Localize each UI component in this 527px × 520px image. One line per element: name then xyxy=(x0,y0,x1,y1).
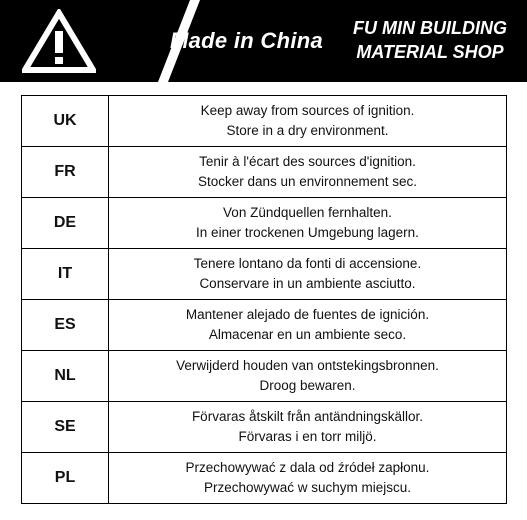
warning-text xyxy=(109,248,507,299)
language-code: UK xyxy=(22,96,109,146)
table-row xyxy=(22,453,506,504)
warning-table xyxy=(21,95,507,504)
language-code: PL xyxy=(22,453,109,504)
shop-name xyxy=(340,16,520,64)
table-row xyxy=(22,350,506,401)
header-banner xyxy=(0,0,527,82)
warning-text xyxy=(109,350,507,401)
warning-line-2: In einer trockenen Umgebung lagern. xyxy=(196,224,419,240)
table-row xyxy=(22,299,506,350)
language-code: DE xyxy=(22,197,109,248)
warning-line-1: Tenir à l'écart des sources d'ignition. xyxy=(199,153,416,169)
language-code: ES xyxy=(22,299,109,350)
warning-line-2: Förvaras i en torr miljö. xyxy=(238,428,377,444)
warning-line-2: Stocker dans un environnement sec. xyxy=(197,173,418,189)
warning-line-1: Förvaras åtskilt från antändningskällor. xyxy=(191,408,424,424)
warning-text xyxy=(109,146,507,197)
warning-triangle-icon xyxy=(22,9,96,73)
shop-name-line2: MATERIAL SHOP xyxy=(356,42,504,62)
warning-table-body xyxy=(22,96,506,503)
warning-line-1: Tenere lontano da fonti di accensione. xyxy=(193,255,422,271)
table-row xyxy=(22,248,506,299)
warning-text xyxy=(109,453,507,504)
warning-text xyxy=(109,197,507,248)
language-code: FR xyxy=(22,146,109,197)
language-code: NL xyxy=(22,350,109,401)
warning-line-1: Von Zündquellen fernhalten. xyxy=(223,204,392,220)
warning-line-2: Droog bewaren. xyxy=(259,377,356,393)
warning-line-2: Przechowywać w suchym miejscu. xyxy=(203,480,412,495)
warning-text xyxy=(109,96,507,146)
warning-line-1: Keep away from sources of ignition. xyxy=(200,102,415,118)
table-row xyxy=(22,146,506,197)
warning-line-2: Conservare in un ambiente asciutto. xyxy=(199,275,416,291)
warning-text xyxy=(109,299,507,350)
warning-line-2: Store in a dry environment. xyxy=(226,122,389,138)
table-row xyxy=(22,401,506,452)
table-row xyxy=(22,197,506,248)
table-row xyxy=(22,96,506,146)
warning-line-1: Mantener alejado de fuentes de ignición. xyxy=(185,306,430,322)
warning-line-2: Almacenar en un ambiente seco. xyxy=(208,326,407,342)
warning-line-1: Verwijderd houden van ontstekingsbronnen. xyxy=(176,357,439,373)
warning-line-1: Przechowywać z dala od źródeł zapłonu. xyxy=(185,460,430,475)
shop-name-line1: FU MIN BUILDING xyxy=(353,18,507,38)
language-code: SE xyxy=(22,401,109,452)
language-code: IT xyxy=(22,248,109,299)
made-in-label: Made in China xyxy=(170,28,324,53)
warning-text xyxy=(109,401,507,452)
